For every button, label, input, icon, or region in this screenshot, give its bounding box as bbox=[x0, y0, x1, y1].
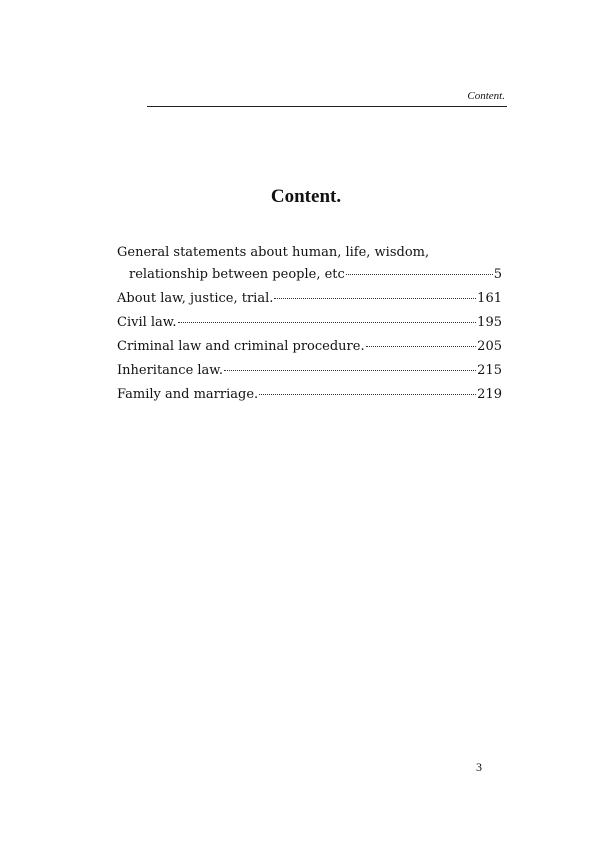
toc-entry-inheritance-law[interactable] bbox=[117, 359, 502, 379]
table-of-contents bbox=[117, 243, 502, 407]
toc-entry-title: Inheritance law. bbox=[117, 363, 224, 378]
toc-entry-general-statements[interactable] bbox=[117, 243, 502, 283]
toc-page-number: 161 bbox=[477, 291, 502, 306]
page-number: 3 bbox=[476, 760, 482, 774]
toc-entry-family-marriage[interactable] bbox=[117, 383, 502, 403]
toc-entry-title: General statements about human, life, wisdom, bbox=[117, 245, 430, 260]
toc-page-number: 195 bbox=[477, 315, 502, 330]
dot-leader bbox=[346, 260, 493, 275]
page-title: Content. bbox=[270, 186, 342, 207]
toc-entry-title: Criminal law and criminal procedure. bbox=[117, 339, 365, 354]
running-head-text: Content. bbox=[467, 90, 505, 102]
toc-page-number: 5 bbox=[493, 267, 502, 282]
toc-entry-civil-law[interactable] bbox=[117, 311, 502, 331]
toc-page-number: 219 bbox=[477, 387, 502, 402]
running-header bbox=[147, 90, 507, 107]
dot-leader bbox=[259, 380, 476, 395]
toc-entry-title-continued: relationship between people, etc bbox=[129, 267, 345, 282]
toc-page-number: 205 bbox=[477, 339, 502, 354]
dot-leader bbox=[366, 332, 477, 347]
dot-leader bbox=[224, 356, 476, 371]
toc-entry-title: Civil law. bbox=[117, 315, 177, 330]
toc-entry-criminal-law[interactable] bbox=[117, 335, 502, 355]
toc-entry-law-justice-trial[interactable] bbox=[117, 287, 502, 307]
toc-page-number: 215 bbox=[477, 363, 502, 378]
dot-leader bbox=[178, 308, 477, 323]
dot-leader bbox=[274, 284, 476, 299]
toc-entry-title: About law, justice, trial. bbox=[117, 291, 274, 306]
toc-entry-title: Family and marriage. bbox=[117, 387, 259, 402]
